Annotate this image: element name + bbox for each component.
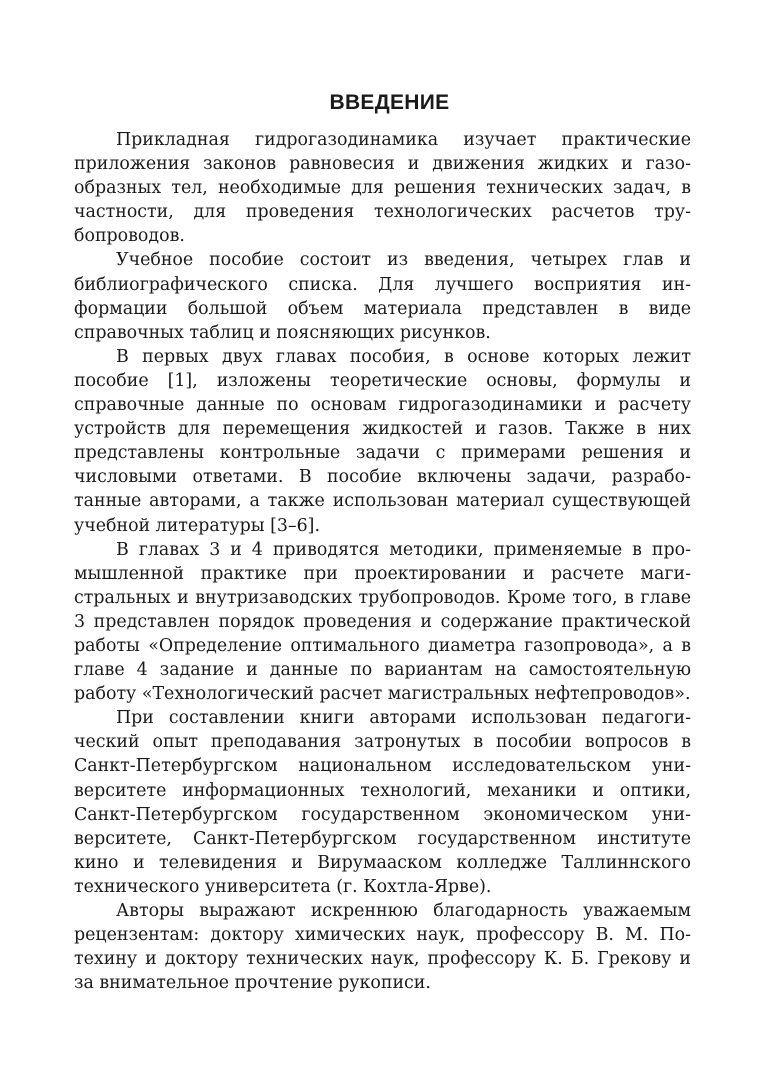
paragraph-acknowledgements: Авторы выражают искреннюю благодарность уважаемым рецензентам: доктору химических наук, профессору В. М. Потехину и доктору технических наук, профессору К. Б. Грекову и за внимательное прочтение рукописи.	[74, 901, 691, 994]
page-title: ВВЕДЕНИЕ	[329, 91, 450, 114]
paragraph-chapters-1-2: В первых двух главах пособия, в основе которых лежит пособие [1], изложены теоретические основы, формулы и справочные данные по основам гидрогазодинамики и расчету устройств для перемещения жидкостей и газов. Также в них представлены контрольные задачи с примерами решения и числовыми ответами. В пособие включены задачи, разработанные авторами, а также использован материал существующей учебной литературы [3–6].	[74, 346, 691, 536]
paragraph-intro: Прикладная гидрогазодинамика изучает практические приложения законов равновесия и движения жидких и газообразных тел, необходимые для решения технических задач, в частности, для проведения технологических расчетов трубопроводов.	[74, 130, 691, 247]
paragraph-chapters-3-4: В главах 3 и 4 приводятся методики, применяемые в промышленной практике при проектировании и расчете магистральных и внутризаводских трубопроводов. Кроме того, в главе 3 представлен порядок проведения и содержание практической работы «Определение оптимального диаметра газопровода», а в главе 4 задание и данные по вариантам на самостоятельную работу «Технологический расчет магистральных нефтепроводов».	[74, 539, 691, 705]
paragraph-structure: Учебное пособие состоит из введения, четырех глав и библиографического списка. Для лучшего восприятия информации большой объем материала представлен в виде справочных таблиц и поясняющих рисунков.	[74, 250, 691, 343]
document-page	[74, 88, 691, 995]
paragraph-experience: При составлении книги авторами использован педагогический опыт преподавания затронутых в пособии вопросов в Санкт-Петербургском национальном исследовательском университете информационных технологий, механики и оптики, Санкт-Петербургском государственном экономическом университете, Санкт-Петербургском государственном институте кино и телевидения и Вирумааском колледже Таллиннского технического университета (г. Кохтла-Ярве).	[74, 708, 691, 897]
